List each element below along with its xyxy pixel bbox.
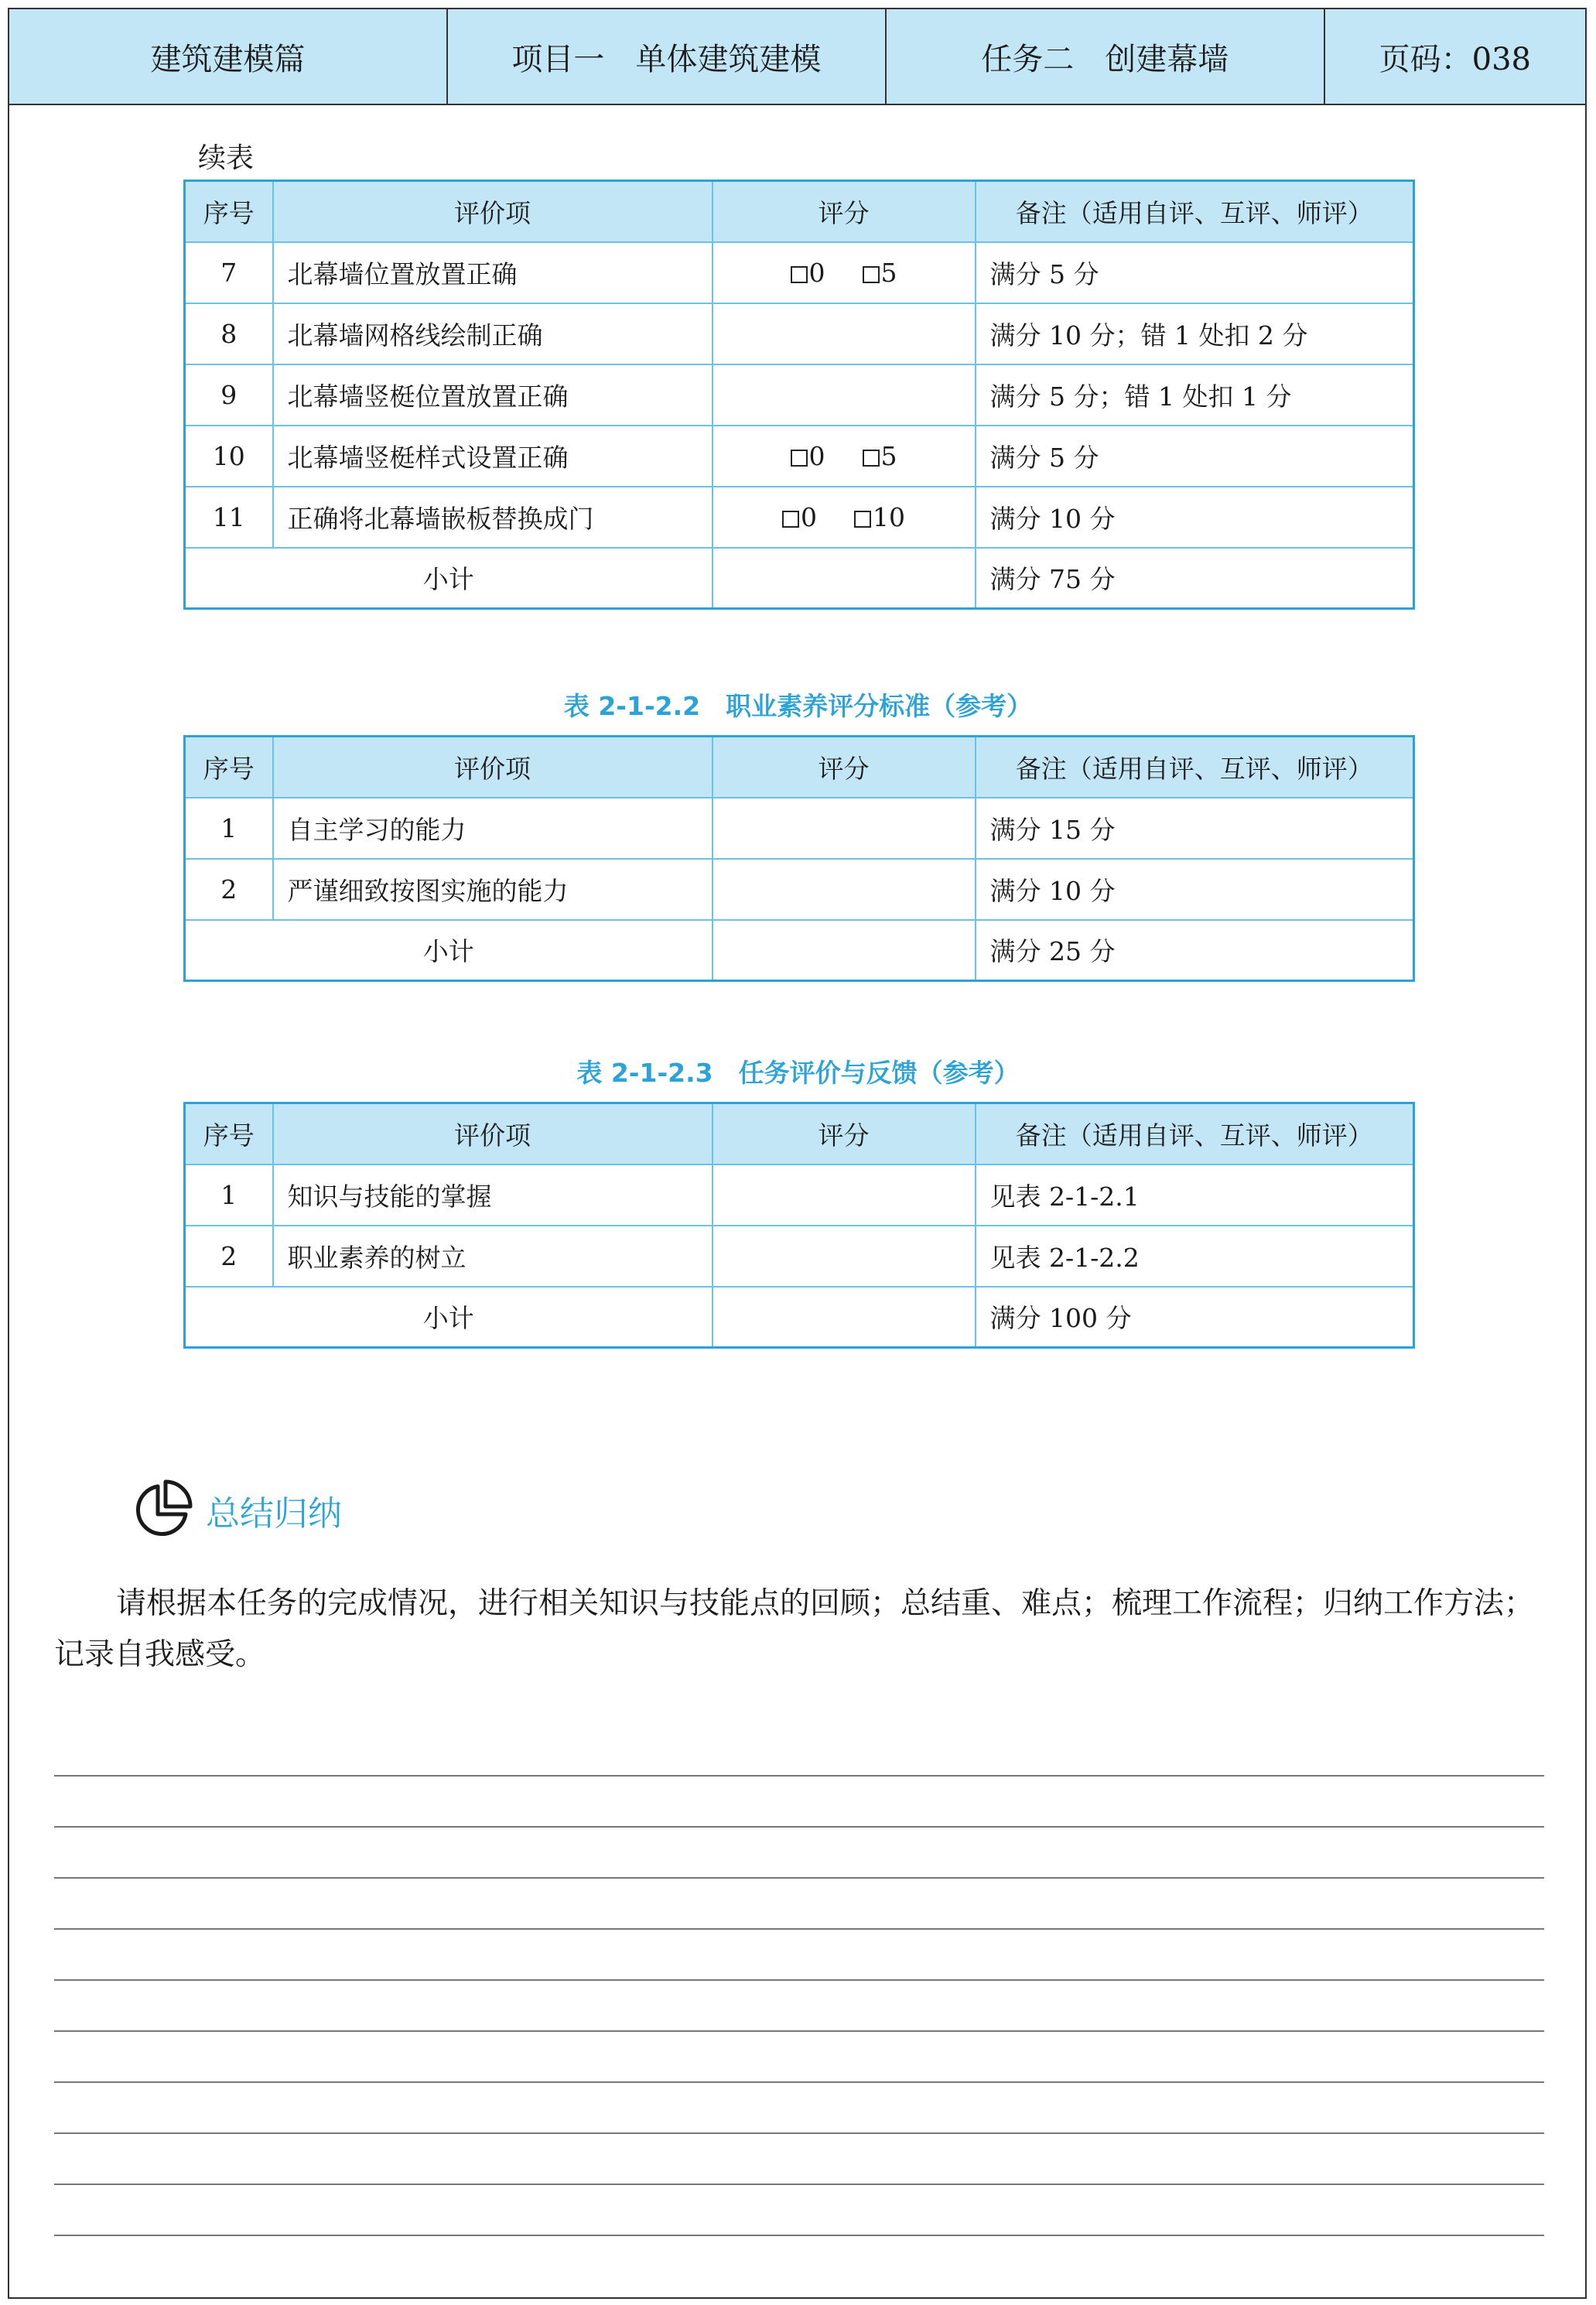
table-row <box>185 487 1414 548</box>
table-header-row <box>185 737 1414 798</box>
row-item: 北幕墙竖梃位置放置正确 <box>273 364 713 426</box>
row-note: 见表 2-1-2.2 <box>976 1226 1414 1287</box>
row-score <box>713 798 976 859</box>
summary-title: 总结归纳 <box>206 1494 342 1534</box>
score-option <box>863 441 897 471</box>
pie-chart-icon <box>130 1479 193 1542</box>
subtotal-row <box>185 920 1414 981</box>
subtotal-row <box>185 1287 1414 1348</box>
row-note: 满分 5 分；错 1 处扣 1 分 <box>976 364 1414 426</box>
subtotal-label: 小计 <box>185 1287 713 1348</box>
row-number: 2 <box>185 859 273 920</box>
col-score: 评分 <box>713 1103 976 1164</box>
professional-quality-table <box>183 735 1415 982</box>
row-number: 1 <box>185 798 273 859</box>
row-item: 职业素养的树立 <box>273 1226 713 1287</box>
writing-line <box>54 2136 1544 2185</box>
continued-label: 续表 <box>198 142 255 174</box>
summary-heading <box>130 1478 342 1543</box>
row-number: 7 <box>185 242 273 303</box>
table-header-row <box>185 1103 1414 1164</box>
subtotal-label: 小计 <box>185 920 713 981</box>
table-row <box>185 303 1414 364</box>
row-score <box>713 364 976 426</box>
table-row <box>185 1164 1414 1226</box>
row-note: 满分 5 分 <box>976 242 1414 303</box>
score-option-value: 0 <box>801 501 817 532</box>
table-row <box>185 242 1414 303</box>
row-score <box>713 487 976 548</box>
col-note: 备注（适用自评、互评、师评） <box>976 181 1414 242</box>
score-option <box>854 502 905 532</box>
row-number: 10 <box>185 426 273 487</box>
row-note: 满分 15 分 <box>976 798 1414 859</box>
score-option <box>782 502 817 532</box>
col-item: 评价项 <box>273 181 713 242</box>
row-item: 知识与技能的掌握 <box>273 1164 713 1226</box>
table-row <box>185 859 1414 920</box>
row-item: 北幕墙位置放置正确 <box>273 242 713 303</box>
col-item: 评价项 <box>273 737 713 798</box>
page-header <box>8 8 1587 105</box>
row-number: 1 <box>185 1164 273 1226</box>
score-option <box>791 441 825 471</box>
row-score <box>713 303 976 364</box>
col-note: 备注（适用自评、互评、师评） <box>976 1103 1414 1164</box>
evaluation-table-continued <box>183 180 1415 610</box>
row-score <box>713 1164 976 1226</box>
score-option-value: 0 <box>808 440 825 471</box>
subtotal-score <box>713 548 976 609</box>
col-number: 序号 <box>185 181 273 242</box>
subtotal-row <box>185 548 1414 609</box>
col-number: 序号 <box>185 737 273 798</box>
row-number: 2 <box>185 1226 273 1287</box>
score-option-value: 10 <box>873 501 905 532</box>
table2-caption: 表 2-1-2.2 职业素养评分标准（参考） <box>563 691 1033 721</box>
checkbox-icon[interactable] <box>791 450 808 467</box>
header-page-number: 页码：038 <box>1379 41 1532 77</box>
score-option-value: 0 <box>808 257 825 288</box>
table3-caption: 表 2-1-2.3 任务评价与反馈（参考） <box>576 1058 1020 1088</box>
subtotal-score <box>713 920 976 981</box>
col-score: 评分 <box>713 181 976 242</box>
row-score <box>713 859 976 920</box>
writing-line <box>54 1829 1544 1879</box>
row-number: 9 <box>185 364 273 426</box>
row-item: 自主学习的能力 <box>273 798 713 859</box>
row-number: 11 <box>185 487 273 548</box>
row-item: 北幕墙竖梃样式设置正确 <box>273 426 713 487</box>
row-note: 满分 5 分 <box>976 426 1414 487</box>
subtotal-note: 满分 100 分 <box>976 1287 1414 1348</box>
row-item: 正确将北幕墙嵌板替换成门 <box>273 487 713 548</box>
row-note: 满分 10 分 <box>976 487 1414 548</box>
row-item: 严谨细致按图实施的能力 <box>273 859 713 920</box>
row-number: 8 <box>185 303 273 364</box>
col-score: 评分 <box>713 737 976 798</box>
row-score <box>713 242 976 303</box>
table-row <box>185 1226 1414 1287</box>
row-score <box>713 426 976 487</box>
header-task: 任务二 创建幕墙 <box>887 9 1325 104</box>
subtotal-note: 满分 25 分 <box>976 920 1414 981</box>
subtotal-score <box>713 1287 976 1348</box>
table-header-row <box>185 181 1414 242</box>
checkbox-icon[interactable] <box>863 266 880 283</box>
writing-lines <box>54 1727 1544 2238</box>
col-note: 备注（适用自评、互评、师评） <box>976 737 1414 798</box>
writing-line <box>54 1982 1544 2032</box>
table-row <box>185 798 1414 859</box>
score-option-value: 5 <box>880 257 897 288</box>
checkbox-icon[interactable] <box>791 266 808 283</box>
writing-line <box>54 2084 1544 2134</box>
col-number: 序号 <box>185 1103 273 1164</box>
row-score <box>713 1226 976 1287</box>
writing-line <box>54 2187 1544 2236</box>
subtotal-note: 满分 75 分 <box>976 548 1414 609</box>
writing-line <box>54 1727 1544 1777</box>
row-item: 北幕墙网格线绘制正确 <box>273 303 713 364</box>
score-option-value: 5 <box>880 440 897 471</box>
writing-line <box>54 1880 1544 1930</box>
row-note: 满分 10 分；错 1 处扣 2 分 <box>976 303 1414 364</box>
header-section: 建筑建模篇 <box>9 9 448 104</box>
writing-line <box>54 1778 1544 1828</box>
row-note: 满分 10 分 <box>976 859 1414 920</box>
score-option <box>863 258 897 288</box>
table-row <box>185 364 1414 426</box>
col-item: 评价项 <box>273 1103 713 1164</box>
task-feedback-table <box>183 1102 1415 1349</box>
writing-line <box>54 1931 1544 1981</box>
writing-line <box>54 2033 1544 2083</box>
row-note: 见表 2-1-2.1 <box>976 1164 1414 1226</box>
checkbox-icon[interactable] <box>782 511 799 528</box>
subtotal-label: 小计 <box>185 548 713 609</box>
header-project: 项目一 单体建筑建模 <box>448 9 887 104</box>
score-option <box>791 258 825 288</box>
checkbox-icon[interactable] <box>854 511 871 528</box>
table-row <box>185 426 1414 487</box>
summary-instructions: 请根据本任务的完成情况，进行相关知识与技能点的回顾；总结重、难点；梳理工作流程；归纳工作方法；记录自我感受。 <box>54 1586 1535 1672</box>
checkbox-icon[interactable] <box>863 450 880 467</box>
